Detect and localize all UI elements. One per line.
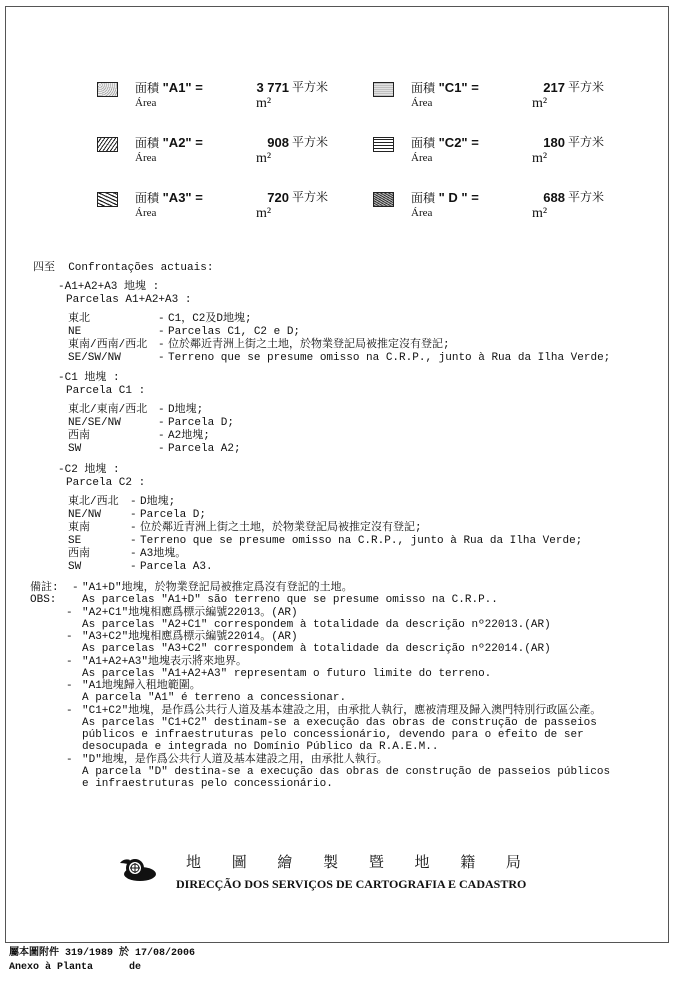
agency-char: 製 bbox=[323, 853, 339, 871]
area-label-pt: Área bbox=[411, 207, 433, 219]
boundary-text: Terreno que se presume omisso na C.R.P., junto à Rua da Ilha Verde; bbox=[168, 352, 611, 364]
agency-name-chinese bbox=[186, 853, 521, 871]
agency-char: 繪 bbox=[277, 853, 293, 871]
note-pt: As parcelas "A1+A2+A3" representam o futuro limite do terreno. bbox=[82, 667, 492, 680]
dash: - bbox=[66, 606, 73, 619]
parcel-code: "A2" = bbox=[162, 135, 203, 150]
dash: - bbox=[130, 548, 137, 560]
dash: - bbox=[130, 496, 137, 508]
agency-char: 圖 bbox=[231, 853, 247, 871]
dash: - bbox=[158, 326, 165, 338]
parcel-code: " D " = bbox=[438, 190, 479, 205]
area-value: 908 bbox=[267, 135, 289, 150]
area-label-zh: 面積 bbox=[135, 191, 160, 205]
dash: - bbox=[158, 404, 165, 416]
boundary-text: C1，C2及D地塊; bbox=[168, 313, 252, 325]
note-pt: As parcelas "A1+D" são terreno que se presume omisso na C.R.P.. bbox=[82, 594, 498, 607]
note-pt: desocupada e integrada no Domínio Público da R.A.E.M.. bbox=[82, 741, 439, 754]
area-line bbox=[411, 190, 605, 205]
area-value: 688 bbox=[543, 190, 565, 205]
note-pt: As parcelas "C1+C2" destinam-se a execução das obras de construção de passeios bbox=[82, 716, 597, 729]
unit-m2: m² bbox=[256, 151, 272, 166]
direction-label: 東北/東南/西北 bbox=[68, 404, 148, 416]
direction-label: SW bbox=[68, 561, 82, 573]
pattern-swatch-a2 bbox=[97, 137, 118, 152]
unit-m2: m² bbox=[532, 151, 548, 166]
direction-label: 西南 bbox=[68, 548, 90, 560]
note-pt: As parcelas "A3+C2" correspondem à totalidade da descrição nº22014.(AR) bbox=[82, 643, 551, 656]
area-label-zh: 面積 bbox=[411, 136, 436, 150]
area-line bbox=[135, 80, 329, 95]
confrontations-title: 四至 Confrontações actuais: bbox=[33, 262, 214, 274]
boundary-text: Parcela A3. bbox=[140, 561, 213, 573]
area-label-pt: Área bbox=[135, 207, 157, 219]
boundary-text: A3地塊。 bbox=[140, 548, 187, 560]
agency-char: 局 bbox=[505, 853, 521, 871]
agency-char: 地 bbox=[186, 853, 202, 871]
dash: - bbox=[66, 655, 73, 668]
dash: - bbox=[158, 417, 165, 429]
unit-zh: 平方米 bbox=[568, 190, 605, 204]
annex-plan-label: Anexo à Planta de bbox=[9, 962, 142, 973]
boundary-text: Parcela D; bbox=[140, 509, 207, 521]
area-label-zh: 面積 bbox=[411, 81, 436, 95]
boundary-text: Parcela D; bbox=[168, 417, 235, 429]
note-pt: A parcela "A1" é terreno a concessionar. bbox=[82, 692, 347, 705]
group-subheading: Parcelas A1+A2+A3 : bbox=[66, 294, 192, 306]
boundary-text: Terreno que se presume omisso na C.R.P., junto à Rua da Ilha Verde; bbox=[140, 535, 583, 547]
legend-item bbox=[373, 80, 623, 116]
boundary-text: A2地塊; bbox=[168, 430, 210, 442]
note-zh: "A3+C2"地塊相應爲標示編號22014。(AR) bbox=[82, 631, 298, 643]
dash: - bbox=[130, 535, 137, 547]
legend-item bbox=[373, 135, 623, 171]
dash: - bbox=[158, 339, 165, 351]
note-zh: "C1+C2"地塊，是作爲公共行人道及基本建設之用，由承批人執行，應被清理及歸入澳門特別行政區公產。 bbox=[82, 704, 602, 717]
area-value: 3 771 bbox=[256, 80, 289, 95]
dash: - bbox=[158, 430, 165, 442]
legend-item bbox=[373, 190, 623, 226]
unit-zh: 平方米 bbox=[292, 135, 329, 149]
area-label-pt: Área bbox=[411, 97, 433, 109]
area-label-zh: 面積 bbox=[135, 136, 160, 150]
direction-label: 西南 bbox=[68, 430, 90, 442]
unit-zh: 平方米 bbox=[568, 80, 605, 94]
note-zh: "A1+D"地塊，於物業登記局被推定爲沒有登記的土地。 bbox=[82, 582, 353, 594]
unit-m2: m² bbox=[532, 96, 548, 111]
agency-char: 籍 bbox=[460, 853, 476, 871]
area-label-pt: Área bbox=[135, 152, 157, 164]
dash: - bbox=[66, 680, 73, 692]
dash: - bbox=[72, 582, 79, 594]
area-value: 180 bbox=[543, 135, 565, 150]
notes-label-pt: OBS: bbox=[30, 594, 57, 607]
boundary-text: 位於鄰近青洲上街之土地，於物業登記局被推定沒有登記; bbox=[168, 339, 450, 351]
pattern-swatch-a1 bbox=[97, 82, 118, 97]
area-line bbox=[135, 135, 329, 150]
annex-reference: 屬本圖附件 319/1989 於 17/08/2006 bbox=[9, 948, 196, 959]
group-heading: -C1 地塊 : bbox=[58, 372, 120, 384]
agency-char: 暨 bbox=[368, 853, 384, 871]
agency-name-portuguese: DIRECÇÃO DOS SERVIÇOS DE CARTOGRAFIA E CADASTRO bbox=[176, 877, 527, 891]
unit-zh: 平方米 bbox=[292, 80, 329, 94]
note-pt: públicos e infraestruturas pelo concessionário, devendo para o efeito de ser bbox=[82, 729, 584, 741]
area-label-zh: 面積 bbox=[411, 191, 436, 205]
area-value: 217 bbox=[543, 80, 565, 95]
area-label-zh: 面積 bbox=[135, 81, 160, 95]
parcel-code: "A1" = bbox=[162, 80, 203, 95]
pattern-swatch-c1 bbox=[373, 82, 394, 97]
area-line bbox=[411, 80, 605, 95]
direction-label: 東南 bbox=[68, 522, 90, 534]
dash: - bbox=[130, 509, 137, 521]
direction-label: NE/SE/NW bbox=[68, 417, 121, 429]
legend-item bbox=[97, 135, 347, 171]
dash: - bbox=[158, 443, 165, 455]
group-heading: -A1+A2+A3 地塊 : bbox=[58, 281, 160, 293]
area-label-pt: Área bbox=[411, 152, 433, 164]
note-pt: e infraestruturas pelo concessionário. bbox=[82, 778, 333, 790]
boundary-text: D地塊; bbox=[168, 404, 204, 416]
parcel-code: "C1" = bbox=[438, 80, 479, 95]
agency-logo-icon bbox=[118, 855, 158, 885]
note-zh: "A1地塊歸入租地範圍。 bbox=[82, 680, 201, 692]
legend-item bbox=[97, 80, 347, 116]
agency-char: 地 bbox=[414, 853, 430, 871]
direction-label: SE/SW/NW bbox=[68, 352, 121, 364]
legend-item bbox=[97, 190, 347, 226]
note-zh: "D"地塊，是作爲公共行人道及基本建設之用，由承批人執行。 bbox=[82, 753, 388, 766]
dash: - bbox=[66, 704, 73, 717]
dash: - bbox=[66, 631, 73, 643]
group-subheading: Parcela C2 : bbox=[66, 477, 146, 489]
direction-label: NE/NW bbox=[68, 509, 102, 521]
boundary-text: 位於鄰近青洲上街之土地，於物業登記局被推定沒有登記; bbox=[140, 522, 422, 534]
note-zh: "A2+C1"地塊相應爲標示編號22013。(AR) bbox=[82, 606, 298, 619]
unit-m2: m² bbox=[256, 96, 272, 111]
note-pt: A parcela "D" destina-se a execução das obras de construção de passeios públicos bbox=[82, 765, 611, 778]
dash: - bbox=[66, 753, 73, 766]
pattern-swatch-a3 bbox=[97, 192, 118, 207]
boundary-text: Parcela A2; bbox=[168, 443, 241, 455]
note-zh: "A1+A2+A3"地塊表示將來地界。 bbox=[82, 655, 248, 668]
note-pt: As parcelas "A2+C1" correspondem à totalidade da descrição nº22013.(AR) bbox=[82, 618, 551, 631]
parcel-code: "A3" = bbox=[162, 190, 203, 205]
direction-label: 東北 bbox=[68, 313, 90, 325]
area-line bbox=[411, 135, 605, 150]
unit-m2: m² bbox=[256, 206, 272, 221]
group-subheading: Parcela C1 : bbox=[66, 385, 146, 397]
direction-label: NE bbox=[68, 326, 82, 338]
direction-label: SE bbox=[68, 535, 82, 547]
dash: - bbox=[130, 522, 137, 534]
area-value: 720 bbox=[267, 190, 289, 205]
dash: - bbox=[130, 561, 137, 573]
area-line bbox=[135, 190, 329, 205]
boundary-text: D地塊; bbox=[140, 496, 176, 508]
direction-label: 東南/西南/西北 bbox=[68, 339, 148, 351]
notes-label-zh: 備註: bbox=[30, 582, 59, 594]
direction-label: 東北/西北 bbox=[68, 496, 119, 508]
area-label-pt: Área bbox=[135, 97, 157, 109]
unit-zh: 平方米 bbox=[568, 135, 605, 149]
unit-m2: m² bbox=[532, 206, 548, 221]
direction-label: SW bbox=[68, 443, 82, 455]
dash: - bbox=[158, 352, 165, 364]
pattern-swatch-d bbox=[373, 192, 394, 207]
parcel-code: "C2" = bbox=[438, 135, 479, 150]
boundary-text: Parcelas C1, C2 e D; bbox=[168, 326, 301, 338]
pattern-swatch-c2 bbox=[373, 137, 394, 152]
group-heading: -C2 地塊 : bbox=[58, 464, 120, 476]
dash: - bbox=[158, 313, 165, 325]
unit-zh: 平方米 bbox=[292, 190, 329, 204]
